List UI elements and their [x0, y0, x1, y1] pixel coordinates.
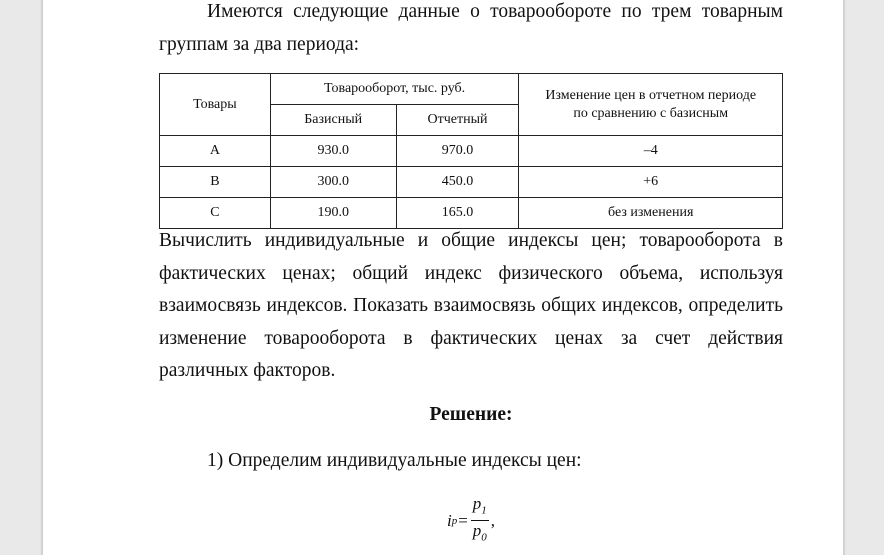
cell-report: 970.0 — [396, 136, 519, 167]
step-1-text: 1) Определим индивидуальные индексы цен: — [207, 450, 582, 471]
header-base: Базисный — [270, 105, 396, 136]
header-price-change: Изменение цен в отчетном периоде по сравнению с базисным — [519, 74, 783, 136]
formula-equals: = — [458, 510, 468, 530]
intro-paragraph: Имеются следующие данные о товарообороте по трем товарным группам за два периода: — [159, 1, 783, 55]
task-paragraph: Вычислить индивидуальные и общие индексы цен; товарооборота в фактических ценах; общий индекс физического объема, используя взаимосвязь индексов. Показать взаимосвязь общих индексов, определить изменение товарооборота в фактических ценах за счет действия различных факторов. — [159, 230, 783, 381]
table-row — [160, 198, 783, 229]
cell-goods: В — [160, 167, 271, 198]
table-row — [160, 167, 783, 198]
denominator-sub: 0 — [481, 531, 487, 544]
cell-report: 165.0 — [396, 198, 519, 229]
table-row — [160, 136, 783, 167]
formula-lhs-var: i — [446, 510, 452, 530]
formula-comma: , — [490, 510, 496, 530]
numerator-var: p — [472, 494, 482, 513]
cell-goods: С — [160, 198, 271, 229]
solution-heading: Решение: — [429, 404, 513, 425]
formula-lhs — [447, 494, 469, 548]
formula-fraction — [471, 494, 489, 548]
cell-change: +6 — [519, 167, 783, 198]
cell-base: 930.0 — [270, 136, 396, 167]
denominator-var: p — [472, 521, 482, 541]
header-report: Отчетный — [396, 105, 519, 136]
formula-numerator — [471, 494, 489, 521]
cell-base: 190.0 — [270, 198, 396, 229]
turnover-table — [159, 73, 783, 229]
document-page — [42, 0, 844, 555]
cell-base: 300.0 — [270, 167, 396, 198]
cell-goods: А — [160, 136, 271, 167]
price-index-formula — [159, 494, 783, 548]
cell-change: –4 — [519, 136, 783, 167]
cell-report: 450.0 — [396, 167, 519, 198]
turnover-table-wrap — [159, 73, 783, 229]
formula-denominator — [471, 521, 489, 547]
header-goods: Товары — [160, 74, 271, 136]
header-turnover: Товарооборот, тыс. руб. — [270, 74, 519, 105]
numerator-sub: 1 — [481, 504, 487, 517]
cell-change: без изменения — [519, 198, 783, 229]
formula-lhs-sub: p — [451, 514, 458, 527]
